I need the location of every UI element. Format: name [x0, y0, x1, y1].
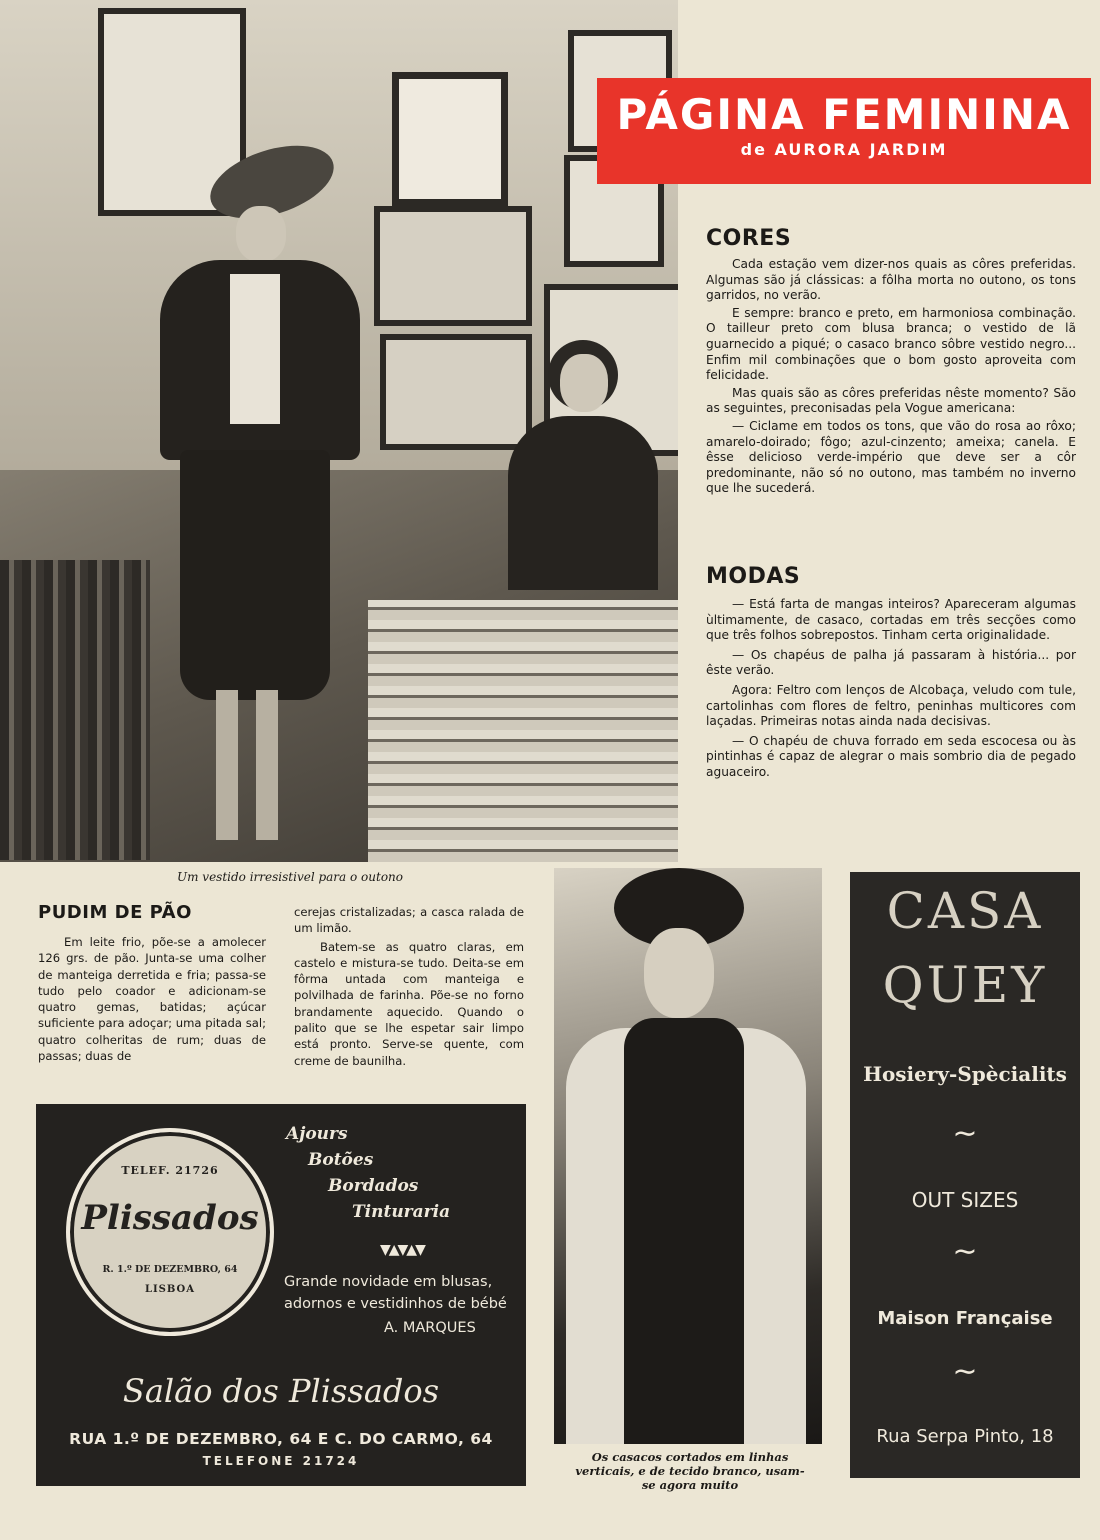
modas-paragraph: Agora: Feltro com lenços de Alcobaça, veludo com tule, cartolinhas com flores de feltro, peninhas multicores com laçadas. Primeiras notas ainda nada decisivas. — [706, 682, 1076, 729]
cores-paragraph: E sempre: branco e preto, em harmoniosa combinação. O tailleur preto com blusa branca; o vestido de lã guarnecido a piqué; o casaco branco sôbre vestido negro... Enfim mil combinações que o bom gosto aproveita com felicidade. — [706, 305, 1076, 383]
plissados-badge — [66, 1128, 274, 1336]
plissados-ad — [36, 1104, 526, 1486]
top-photo — [0, 0, 678, 862]
badge-address: R. 1.º DE DEZEMBRO, 64 — [102, 1264, 238, 1275]
pudim-column-1 — [38, 934, 266, 1066]
salon-phone: TELEFONE 21724 — [202, 1454, 360, 1468]
coat-dress-shape — [624, 1018, 744, 1444]
picture-frame-2 — [392, 72, 508, 206]
casa-quey-name-2: QUEY — [882, 956, 1048, 1014]
casa-quey-ad — [850, 872, 1080, 1478]
badge-phone: TELEF. 21726 — [121, 1164, 219, 1177]
pudim-text-2b: Batem-se as quatro claras, em castelo e mistura-se tudo. Deita-se em fôrma untada com manteiga e polvilhada de farinha. Põe-se no forno brandamente aquecido. Quando o palito que se lhe espetar sair limpo está pronto. Serve-se quente, com creme de baunilha. — [294, 939, 524, 1068]
badge-name: Plissados — [81, 1198, 259, 1238]
tagline-line-2: adornos e vestidinhos de bébé — [284, 1296, 507, 1312]
modas-paragraph: — Os chapéus de palha já passaram à história... por êste verão. — [706, 647, 1076, 678]
standing-woman-shape — [120, 150, 380, 862]
casa-quey-specialty: Hosiery-Spècialits — [863, 1062, 1067, 1086]
seated-woman-shape — [508, 340, 658, 590]
service-bordados: Bordados — [328, 1176, 419, 1196]
tilde-ornament-3-icon: ∼ — [952, 1354, 978, 1389]
modas-paragraph: — Está farta de mangas inteiros? Apareceram algumas ùltimamente, de casaco, cortadas em três secções como que três folhos sobrepostos. Tinham certa originalidade. — [706, 597, 1076, 643]
cores-heading: CORES — [706, 226, 792, 251]
pudim-text-1: Em leite frio, põe-se a amolecer 126 grs. de pão. Junta-se uma colher de manteiga derretida e fria; passa-se tudo pelo coador e adicionam-se quatro gemas, batidas; açúcar suficiente para adoçar; uma pitada sal; quatro colheritas de rum; duas de passas; duas de — [38, 935, 266, 1064]
salon-name: Salão dos Plissados — [122, 1372, 440, 1410]
pudim-heading: PUDIM DE PÃO — [38, 902, 192, 923]
modas-paragraph: — O chapéu de chuva forrado em seda escocesa ou às pintinhas é capaz de alegrar o mais sombrio dia de pegado aguaceiro. — [706, 733, 1076, 779]
tilde-ornament-2-icon: ∼ — [952, 1234, 978, 1269]
modas-section — [706, 564, 1076, 783]
service-tinturaria: Tinturaria — [352, 1202, 451, 1222]
coat-photo-caption: Os casacos cortados em linhas verticais, e de tecido branco, usam-se agora muito — [575, 1450, 805, 1492]
page-header — [597, 78, 1091, 184]
casa-quey-name-1: CASA — [886, 882, 1044, 940]
casa-quey-sizes: OUT SIZES — [911, 1188, 1019, 1212]
badge-city: LISBOA — [144, 1284, 196, 1295]
tagline-line-1: Grande novidade em blusas, — [284, 1274, 493, 1290]
cores-paragraph: Cada estação vem dizer-nos quais as côres preferidas. Algumas são já clássicas: a fôlha morta no outono, os tons garridos, no verão. — [706, 257, 1076, 303]
salon-address: RUA 1.º DE DEZEMBRO, 64 E C. DO CARMO, 64 — [69, 1430, 493, 1448]
service-botoes: Botões — [308, 1150, 374, 1170]
page-byline: de AURORA JARDIM — [740, 140, 948, 159]
page-title: PÁGINA FEMININA — [616, 90, 1072, 139]
coat-face-shape — [644, 928, 714, 1018]
coat-photo — [554, 868, 822, 1444]
owner-name: A. MARQUES — [384, 1320, 476, 1336]
top-photo-caption: Um vestido irresistivel para o outono — [176, 870, 404, 884]
cores-paragraph: Mas quais são as côres preferidas nêste momento? São as seguintes, preconisadas pela Vogue americana: — [706, 385, 1076, 416]
casa-quey-address: Rua Serpa Pinto, 18 — [876, 1426, 1054, 1447]
casa-quey-maison: Maison Française — [877, 1308, 1053, 1329]
service-ajours: Ajours — [286, 1124, 348, 1144]
pudim-text-2a: cerejas cristalizadas; a casca ralada de um limão. — [294, 905, 524, 936]
picture-frame-5 — [374, 206, 532, 326]
modas-heading: MODAS — [706, 564, 801, 589]
books-table-shape — [368, 600, 678, 862]
pudim-column-2 — [294, 904, 524, 1071]
cores-section — [706, 226, 1076, 499]
cores-paragraph: — Ciclame em todos os tons, que vão do rosa ao rôxo; amarelo-doirado; fôgo; azul-cinzento; ameixa; canela. E êsse delicioso verde-império que deve ser a côr predominante, não só no outono, mas também no inverno que lhe sucederá. — [706, 418, 1076, 496]
zigzag-ornament-icon: ▼▲▼▲▼ — [380, 1242, 424, 1258]
tilde-ornament-1-icon: ∼ — [952, 1116, 978, 1151]
